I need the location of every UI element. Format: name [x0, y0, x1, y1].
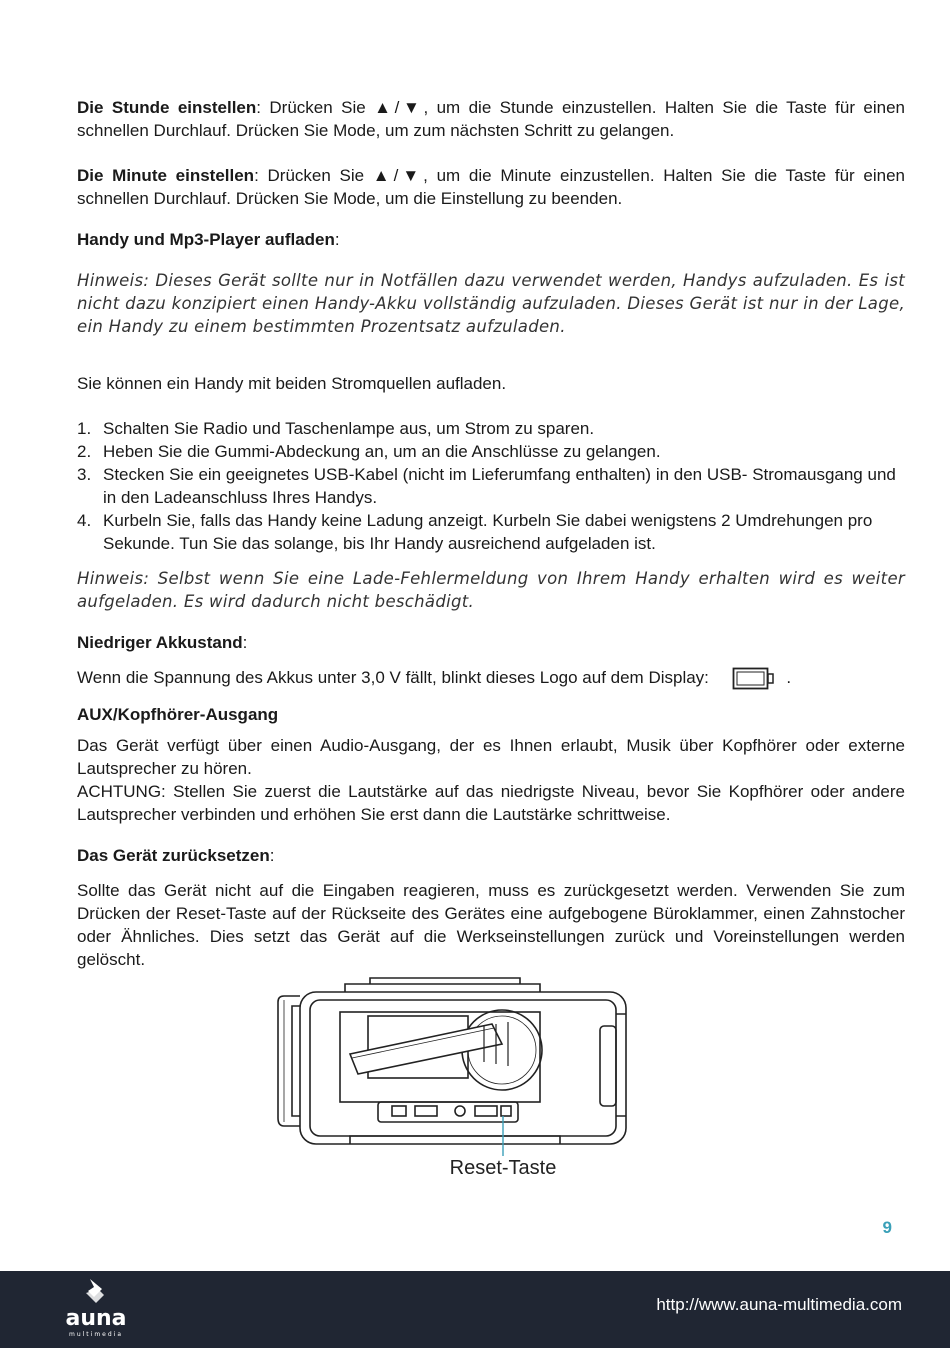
low-battery-icon [732, 667, 776, 691]
aux-text-1: Das Gerät verfügt über einen Audio-Ausgang, der es Ihnen erlaubt, Musik über Kopfhörer oder externe Lautsprecher zu hören. [77, 735, 905, 778]
battery-end: . [786, 668, 792, 687]
minute-title: Die Minute einstellen [77, 166, 255, 185]
charging-intro: Sie können ein Handy mit beiden Stromquellen aufladen. [77, 374, 507, 393]
logo-text: auna [65, 1306, 127, 1331]
charging-steps [77, 417, 905, 555]
aux-heading [77, 703, 905, 726]
battery-paragraph [77, 666, 905, 691]
step-number: 2. [77, 442, 92, 461]
logo-subtext: multimedia [68, 1331, 124, 1338]
battery-colon: : [242, 633, 248, 652]
auna-logo [50, 1275, 142, 1343]
page-number: 9 [882, 1218, 892, 1237]
hour-paragraph [77, 96, 905, 142]
reset-title: Das Gerät zurücksetzen [77, 845, 270, 865]
reset-button-label: Reset-Taste [449, 1157, 557, 1179]
battery-heading [77, 631, 905, 654]
website-link[interactable]: http://www.auna-multimedia.com [656, 1295, 902, 1314]
list-item [77, 417, 905, 440]
reset-colon: : [269, 845, 275, 865]
charging-title: Handy und Mp3-Player aufladen [77, 230, 335, 249]
step-number: 1. [77, 419, 92, 438]
charging-hint-2: Hinweis: Selbst wenn Sie eine Lade-Fehlermeldung von Ihrem Handy erhalten wird es weiter aufgeladen. Es wird dadurch nicht beschädigt. [77, 569, 905, 611]
charging-hint: Hinweis: Dieses Gerät sollte nur in Notfällen dazu verwendet werden, Handys aufzuladen. Es ist nicht dazu konzipiert einen Handy-Akku vollständig aufzuladen. Dieses Gerät ist nur in der Lage, ein Handy zu einem bestimmten Prozentsatz aufzuladen. [77, 271, 905, 336]
charging-heading [77, 228, 905, 251]
reset-text: Sollte das Gerät nicht auf die Eingaben reagieren, muss es zurückgesetzt werden. Verwenden Sie zum Drücken der Reset-Taste auf der Rückseite des Gerätes eine aufgebogene Büroklammer, einen Zahnstocher oder Ähnliches. Dies setzt das Gerät auf die Werkseinstellungen zurück und Voreinstellungen werden gelöscht. [77, 880, 905, 969]
step-text: Schalten Sie Radio und Taschenlampe aus, um Strom zu sparen. [103, 419, 595, 438]
list-item [77, 509, 905, 555]
battery-text: Wenn die Spannung des Akkus unter 3,0 V fällt, blinkt dieses Logo auf dem Display: [77, 668, 709, 687]
minute-text: : Drücken Sie ▲/▼, um die Minute einzustellen. Halten Sie die Taste für einen schnellen Durchlauf. Drücken Sie Mode, um die Einstellung zu beenden. [77, 166, 905, 208]
aux-title: AUX/Kopfhörer-Ausgang [77, 704, 279, 724]
list-item [77, 440, 905, 463]
step-number: 4. [77, 511, 92, 530]
charging-colon: : [334, 230, 340, 249]
step-text: Stecken Sie ein geeignetes USB-Kabel (nicht im Lieferumfang enthalten) in den USB- Stromausgang und in den Ladeanschluss Ihres Handys. [103, 465, 896, 507]
minute-paragraph [77, 164, 905, 210]
aux-text-2: ACHTUNG: Stellen Sie zuerst die Lautstärke auf das niedrigste Niveau, bevor Sie Kopfhörer oder andere Lautsprecher verbinden und erhöhen Sie erst dann die Lautstärke schrittweise. [77, 781, 905, 824]
hour-text: : Drücken Sie ▲/▼, um die Stunde einzustellen. Halten Sie die Taste für einen schnellen Durchlauf. Drücken Sie Mode, um zum nächsten Schritt zu gelangen. [77, 98, 905, 140]
footer [0, 1271, 950, 1348]
step-text: Kurbeln Sie, falls das Handy keine Ladung anzeigt. Kurbeln Sie dabei wenigstens 2 Umdrehungen pro Sekunde. Tun Sie das solange, bis Ihr Handy ausreichend aufgeladen ist. [103, 511, 873, 553]
hour-title: Die Stunde einstellen [77, 98, 257, 117]
step-text: Heben Sie die Gummi-Abdeckung an, um an die Anschlüsse zu gelangen. [103, 442, 661, 461]
step-number: 3. [77, 465, 92, 484]
page-content [77, 96, 905, 971]
list-item [77, 463, 905, 509]
device-back-diagram [270, 966, 640, 1186]
reset-heading [77, 844, 905, 867]
battery-title: Niedriger Akkustand [77, 633, 243, 652]
